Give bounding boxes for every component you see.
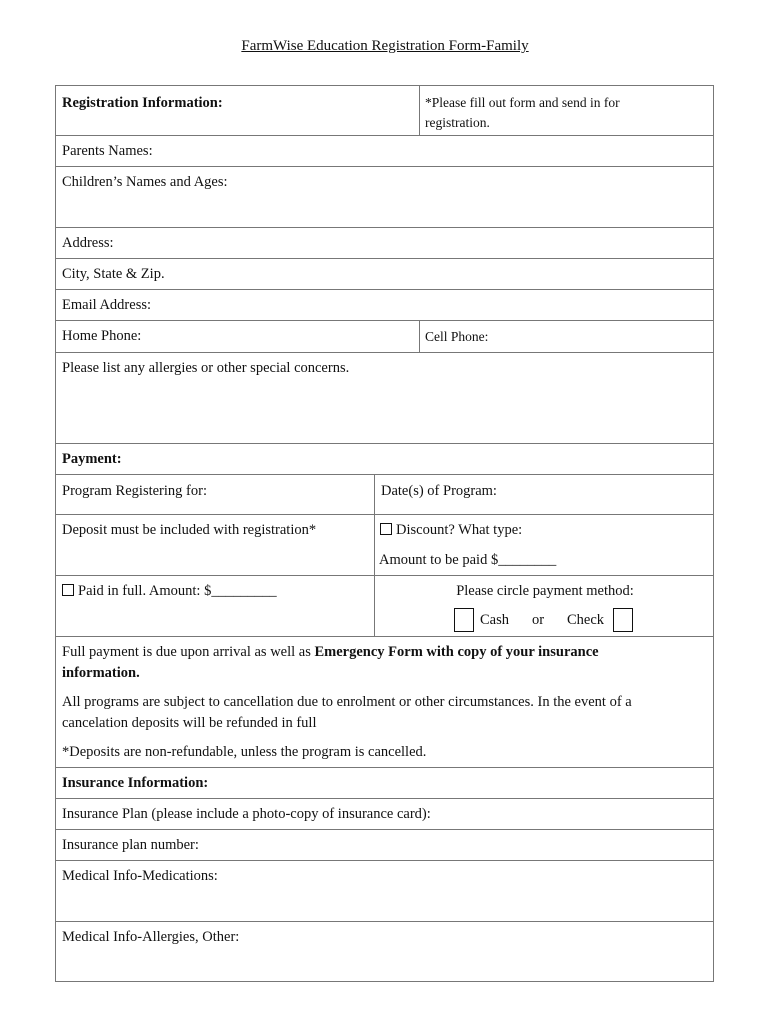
amount-to-pay-field[interactable]: Amount to be paid $________ bbox=[379, 552, 557, 568]
insurance-plan-number-field[interactable]: Insurance plan number: bbox=[62, 837, 199, 853]
check-label: Check bbox=[567, 612, 605, 628]
row-divider bbox=[56, 921, 713, 922]
cancellation-note-line1: All programs are subject to cancellation due to enrolment or other circumstances. In the event of a bbox=[62, 694, 632, 710]
email-field[interactable]: Email Address: bbox=[62, 297, 152, 313]
program-field[interactable]: Program Registering for: bbox=[62, 483, 207, 499]
paid-full-checkbox[interactable] bbox=[62, 584, 74, 596]
insurance-plan-field[interactable]: Insurance Plan (please include a photo-copy of insurance card): bbox=[62, 806, 431, 822]
home-phone-field[interactable]: Home Phone: bbox=[62, 328, 142, 344]
row-divider bbox=[56, 289, 713, 290]
row-divider bbox=[56, 636, 713, 637]
column-divider bbox=[374, 474, 375, 636]
payment-heading: Payment: bbox=[62, 451, 122, 467]
payment-method-prompt: Please circle payment method: bbox=[456, 583, 634, 599]
paid-full-label: Paid in full. Amount: $_________ bbox=[78, 583, 277, 599]
address-field[interactable]: Address: bbox=[62, 235, 114, 251]
row-divider bbox=[56, 166, 713, 167]
cell-phone-field[interactable]: Cell Phone: bbox=[425, 329, 489, 344]
row-divider bbox=[56, 474, 713, 475]
row-divider bbox=[56, 352, 713, 353]
registration-note-line1: *Please fill out form and send in for bbox=[425, 95, 620, 110]
emergency-form-text: Emergency Form with copy of your insurance bbox=[314, 644, 599, 660]
form-title: FarmWise Education Registration Form-Family bbox=[241, 38, 529, 54]
full-payment-note bbox=[62, 643, 599, 662]
discount-option[interactable] bbox=[380, 521, 522, 540]
row-divider bbox=[56, 829, 713, 830]
discount-checkbox[interactable] bbox=[380, 523, 392, 535]
row-divider bbox=[56, 798, 713, 799]
row-divider bbox=[56, 575, 713, 576]
row-divider bbox=[56, 767, 713, 768]
emergency-form-text-cont: information. bbox=[62, 665, 140, 681]
children-names-field[interactable]: Children’s Names and Ages: bbox=[62, 174, 228, 190]
cancellation-note-line2: cancelation deposits will be refunded in full bbox=[62, 715, 317, 731]
row-divider bbox=[56, 860, 713, 861]
medical-allergies-field[interactable]: Medical Info-Allergies, Other: bbox=[62, 929, 240, 945]
deposit-refund-note: *Deposits are non-refundable, unless the program is cancelled. bbox=[62, 744, 427, 760]
or-label: or bbox=[532, 612, 545, 628]
cash-checkbox[interactable] bbox=[454, 608, 474, 632]
full-payment-text: Full payment is due upon arrival as well as bbox=[62, 644, 315, 660]
registration-heading: Registration Information: bbox=[62, 95, 223, 111]
row-divider bbox=[56, 135, 713, 136]
city-state-zip-field[interactable]: City, State & Zip. bbox=[62, 266, 165, 282]
registration-note-line2: registration. bbox=[425, 115, 490, 130]
check-checkbox[interactable] bbox=[613, 608, 633, 632]
column-divider bbox=[419, 86, 420, 135]
allergies-field[interactable]: Please list any allergies or other special concerns. bbox=[62, 360, 350, 376]
row-divider bbox=[56, 227, 713, 228]
row-divider bbox=[56, 514, 713, 515]
parents-names-field[interactable]: Parents Names: bbox=[62, 143, 153, 159]
medications-field[interactable]: Medical Info-Medications: bbox=[62, 868, 218, 884]
program-dates-field[interactable]: Date(s) of Program: bbox=[381, 483, 497, 499]
discount-label: Discount? What type: bbox=[396, 522, 523, 538]
paid-full-option[interactable] bbox=[62, 582, 277, 601]
insurance-heading: Insurance Information: bbox=[62, 775, 209, 791]
deposit-note: Deposit must be included with registration* bbox=[62, 522, 317, 538]
row-divider bbox=[56, 320, 713, 321]
cash-label: Cash bbox=[480, 612, 509, 628]
column-divider bbox=[419, 320, 420, 352]
row-divider bbox=[56, 258, 713, 259]
registration-form bbox=[55, 85, 714, 982]
row-divider bbox=[56, 443, 713, 444]
